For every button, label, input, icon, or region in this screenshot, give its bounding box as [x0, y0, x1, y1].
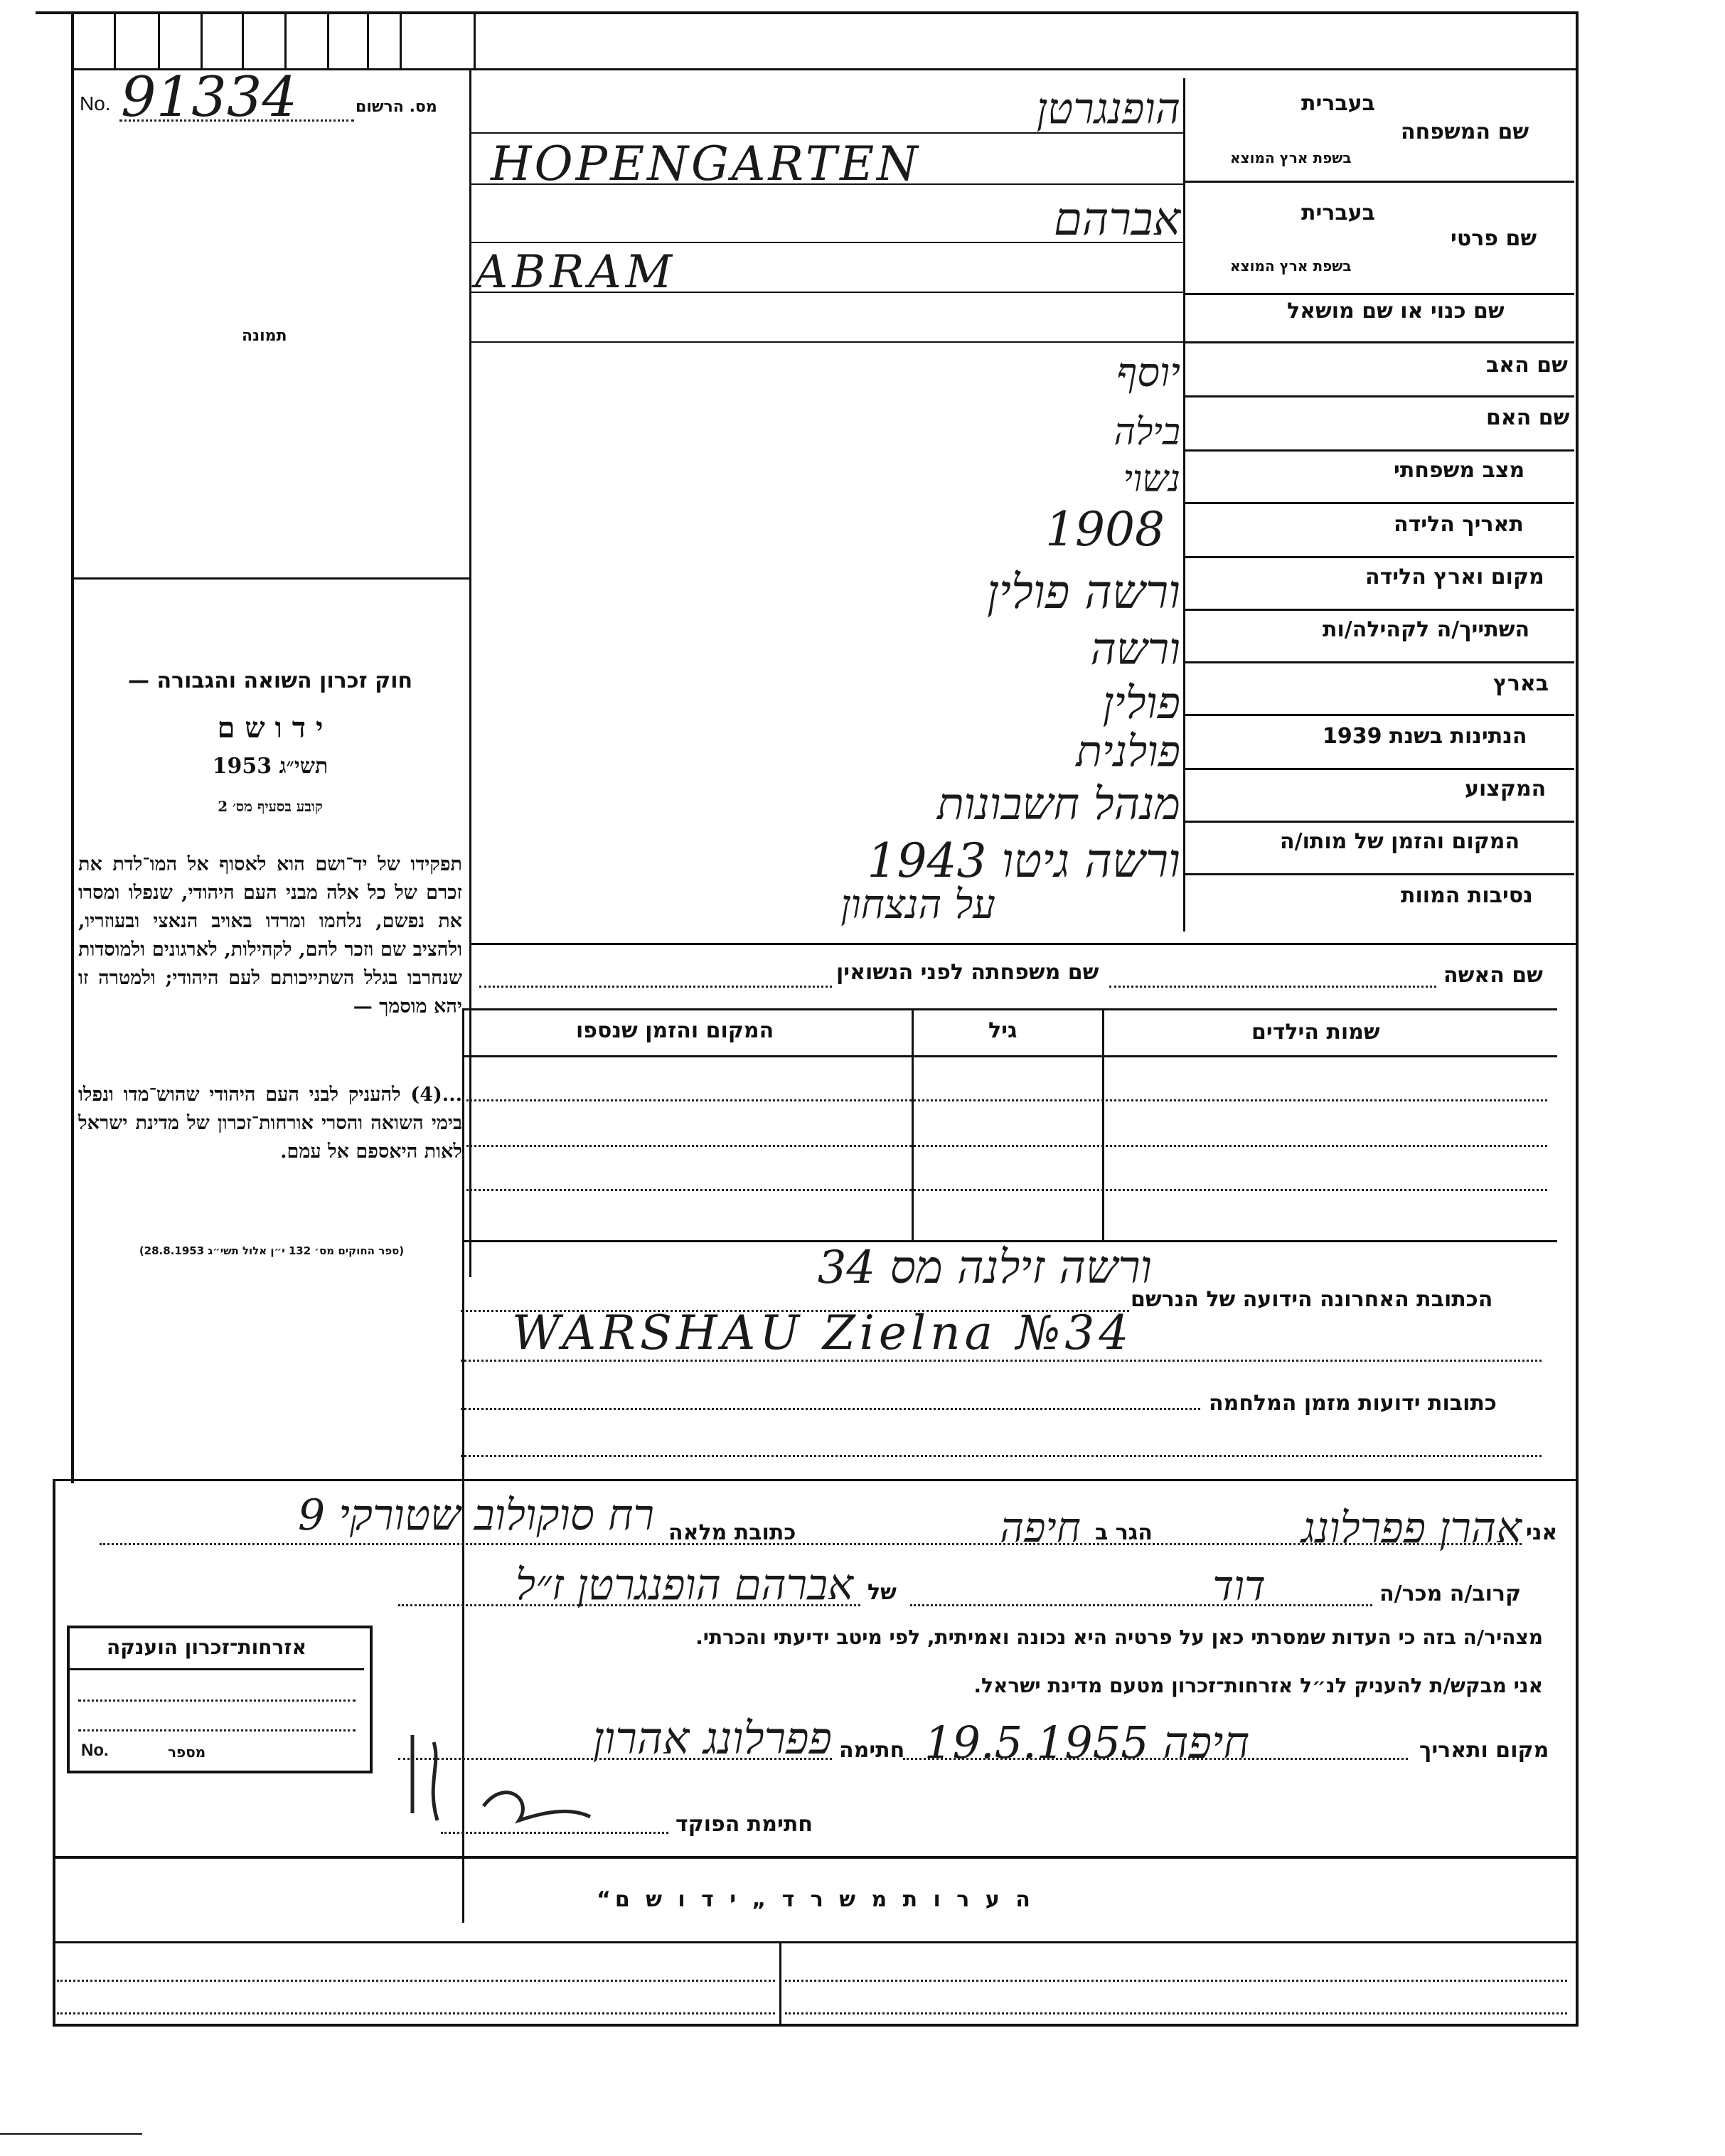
first-name-he-value: אברהם — [1053, 193, 1180, 246]
mother-value: בילה — [1113, 411, 1180, 454]
decl-line-1 — [100, 1543, 1522, 1545]
honor-box-num: מספר — [168, 1744, 206, 1761]
frame-top — [36, 11, 1579, 14]
decl-place-date-label: מקום ותאריך — [1419, 1738, 1549, 1763]
decl-sign-label: חתימה — [839, 1738, 905, 1763]
decl-top — [53, 1479, 1579, 1481]
children-names-header: שמות הילדים — [1251, 1020, 1380, 1045]
birthdate-label: תאריך הלידה — [1394, 512, 1524, 537]
maiden-label: שם משפחתה לפני הנשואין — [836, 960, 1099, 985]
row-sep-first — [1183, 293, 1574, 295]
decl-attest: מצהיר/ה בזה כי העדות שמסרתי כאן על פרטיה היא נכונה ואמיתית, לפי מיטב ידיעתי והכרתי. — [695, 1626, 1543, 1649]
decl-resident-label: הגר ב — [1095, 1520, 1153, 1545]
death-circ-value: על הנצחון — [840, 882, 995, 928]
reg-number-line — [119, 119, 354, 122]
decl-of-value: אברהם הופנגרטן ז״ל — [516, 1560, 853, 1610]
honor-box-no: No. — [81, 1741, 109, 1760]
honor-box-title: אזרחות־זכרון הוענקה — [107, 1635, 306, 1659]
birthdate-value: 1908 — [1045, 502, 1165, 557]
row-sep-family — [1183, 181, 1574, 183]
father-value: יוסף — [1116, 350, 1180, 396]
children-place-header: המקום והזמן שנספו — [576, 1018, 774, 1043]
children-row-1 — [466, 1099, 1547, 1101]
strip-sep-9 — [474, 13, 476, 70]
children-col-2 — [1102, 1008, 1104, 1242]
honor-box-sep — [70, 1668, 364, 1670]
frame-left — [71, 11, 74, 1483]
officer-signature — [398, 1721, 612, 1835]
law-title: חוק זכרון השואה והגבורה — — [128, 668, 413, 693]
last-address-he-value: ורשה זילנה מס 34 — [817, 1242, 1152, 1294]
decl-place-date-value: חיפה 19.5.1955 — [924, 1717, 1250, 1768]
maiden-line — [479, 986, 832, 988]
strip-sep-4 — [242, 13, 244, 70]
notes-line-2 — [785, 1980, 1567, 1982]
strip-sep-3 — [201, 13, 203, 70]
law-sub: קובע בסעיף מס׳ 2 — [218, 798, 323, 815]
notes-line-3 — [57, 2012, 775, 2014]
occupation-value: מנהל חשבונות — [936, 778, 1180, 830]
row-sep-community — [1183, 661, 1574, 663]
row-sep-birthdate — [1183, 556, 1574, 558]
row-sep-deathplace — [1183, 873, 1574, 875]
marital-label: מצב משפחתי — [1394, 458, 1525, 483]
death-circ-label: נסיבות המוות — [1401, 883, 1533, 908]
strip-sep-7 — [367, 13, 369, 70]
birthplace-value: ורשה פולין — [986, 565, 1180, 619]
law-name: י ד ו ש ם — [217, 711, 324, 745]
left-col-divider — [469, 68, 471, 1277]
decl-relative-label: קרוב/ה מכר/ה — [1379, 1581, 1522, 1606]
hebrew-label-1: בעברית — [1301, 91, 1375, 116]
decl-city-value: חיפה — [1000, 1503, 1081, 1552]
office-notes-title: ה ע ר ו ת מ ש ר ד „ י ד ו ש ם“ — [597, 1887, 1035, 1912]
reg-number: 91334 — [121, 65, 298, 129]
first-name-label: שם פרטי — [1451, 226, 1537, 251]
war-address-line-1 — [461, 1408, 1200, 1410]
row-sep-father — [1183, 395, 1574, 397]
row-sep-country — [1183, 714, 1574, 716]
last-address-line-2 — [461, 1360, 1542, 1362]
notes-col-divider — [779, 1941, 781, 2025]
law-paragraph-2: ...(4) להעניק לבני העם היהודי שהוש־מדו ונפלו בימי השואה והסרי אורחות־זכרון של מדינת ישראל לאות היאספם אל עמם. — [78, 1084, 462, 1163]
law-paragraph-1: תפקידו של יד־ושם הוא לאסוף אל המו־לדת את זכרם של כל אלה מבני העם היהודי, שנפלו ומסרו את נפשם, נלחמו ומרדו באויב הנאצי ובעוזריו, ולהציב שם וזכר להם, לקהילות, לארגונים ולמוסדות שנחרבו בגלל השתייכותם לעם היהודי; ולמטרה זו יהא מוסמך — — [78, 853, 462, 1018]
community-label: השתייך/ה לקהילה/ות — [1323, 617, 1530, 642]
last-address-origin-value: WARSHAU Zielna №34 — [512, 1306, 1133, 1360]
decl-relation-value: דוד — [1212, 1562, 1266, 1610]
decl-address-value: רח סוקולוב שטורקי 9 — [297, 1490, 654, 1540]
decl-of-label: של — [867, 1580, 897, 1605]
last-address-label: הכתובת האחרונה הידועה של הנרשם — [1131, 1287, 1493, 1312]
wife-row-top — [471, 943, 1577, 945]
war-address-line-2 — [461, 1455, 1542, 1457]
row-sep-marital — [1183, 502, 1574, 504]
law-year: תשי״ג 1953 — [212, 754, 329, 779]
strip-sep-8 — [400, 13, 402, 70]
strip-sep-1 — [114, 13, 116, 70]
notes-line-1 — [57, 1980, 775, 1982]
decl-declarant-value: אהרן פפרלונג — [1301, 1503, 1522, 1553]
occupation-label: המקצוע — [1465, 777, 1547, 801]
row-sep-occupation — [1183, 821, 1574, 823]
children-age-header: גיל — [988, 1018, 1018, 1043]
wife-label: שם האשה — [1443, 963, 1543, 988]
strip-sep-2 — [158, 13, 160, 70]
children-row-3 — [466, 1189, 1547, 1191]
origin-label-2: בשפת ארץ המוצא — [1230, 257, 1352, 274]
mother-label: שם האם — [1486, 405, 1570, 430]
community-value: ורשה — [1090, 623, 1180, 675]
family-name-label: שם המשפחה — [1401, 119, 1529, 144]
strip-sep-6 — [327, 13, 329, 70]
death-place-value: ורשה גיטו 1943 — [867, 833, 1180, 888]
nickname-label: שם כנוי או שם מושאל — [1287, 299, 1505, 324]
notes-bottom — [53, 2024, 1579, 2027]
children-top — [462, 1008, 1557, 1010]
family-name-he-value: הופנגרטן — [1036, 84, 1180, 134]
photo-bottom — [71, 577, 471, 580]
marital-value: נשוי — [1123, 458, 1180, 501]
photo-label: תמונה — [242, 327, 287, 345]
law-citation: (ספר החוקים מס׳ 132 י״ן אלול תשי״ג 28.8.1953) — [139, 1244, 405, 1257]
children-row-2 — [466, 1145, 1547, 1147]
country-value: פולין — [1102, 677, 1180, 729]
hebrew-label-2: בעברית — [1301, 201, 1375, 225]
notes-top — [53, 1856, 1579, 1859]
children-header-bottom — [462, 1055, 1557, 1057]
children-col-1 — [912, 1008, 914, 1242]
reg-number-label: מס. הרשום — [356, 98, 437, 116]
father-label: שם האב — [1486, 353, 1568, 378]
decl-place-date-line — [903, 1758, 1408, 1760]
war-address-label: כתובות ידועות מזמן המלחמה — [1209, 1391, 1497, 1416]
first-name-origin-value: ABRAM — [475, 246, 677, 299]
citizenship-value: פולנית — [1076, 727, 1180, 777]
honor-box-line-2 — [78, 1729, 356, 1731]
reg-no-prefix: No. — [80, 92, 111, 114]
honor-box-line-1 — [78, 1699, 356, 1702]
death-place-label: המקום והזמן של מותו/ה — [1280, 829, 1520, 854]
wife-line — [1109, 986, 1436, 988]
decl-relation-line — [910, 1604, 1372, 1606]
value-line-nick — [471, 341, 1185, 343]
decl-request: אני מבקש/ת להעניק לנ״ל אזרחות־זכרון מטעם מדינת ישראל. — [973, 1674, 1543, 1697]
origin-label-1: בשפת ארץ המוצא — [1230, 149, 1352, 166]
row-sep-nick — [1183, 341, 1574, 343]
notes-line-4 — [785, 2012, 1567, 2014]
strip-sep-5 — [284, 13, 287, 70]
decl-i-label: אני — [1526, 1520, 1558, 1545]
country-label: בארץ — [1493, 671, 1549, 696]
notes-header-bottom — [53, 1941, 1579, 1943]
family-name-origin-value: HOPENGARTEN — [491, 137, 921, 191]
row-sep-mother — [1183, 449, 1574, 452]
decl-officer-label: חתימת הפוקד — [675, 1812, 813, 1837]
frame-right — [1576, 11, 1579, 2024]
birthplace-label: מקום וארץ הלידה — [1365, 565, 1544, 589]
decl-signature-value: פפרלונג אהרון — [592, 1712, 832, 1764]
frame-left-lower — [53, 1479, 55, 2027]
row-sep-birthplace — [1183, 609, 1574, 611]
row-sep-citizen — [1183, 768, 1574, 770]
citizenship-label: הנתינות בשנת 1939 — [1323, 724, 1527, 749]
footer-mark — [0, 2133, 142, 2135]
decl-of-line — [398, 1604, 860, 1606]
decl-street-intro: כתובת מלאה — [668, 1520, 796, 1545]
label-col-divider — [1183, 78, 1185, 932]
